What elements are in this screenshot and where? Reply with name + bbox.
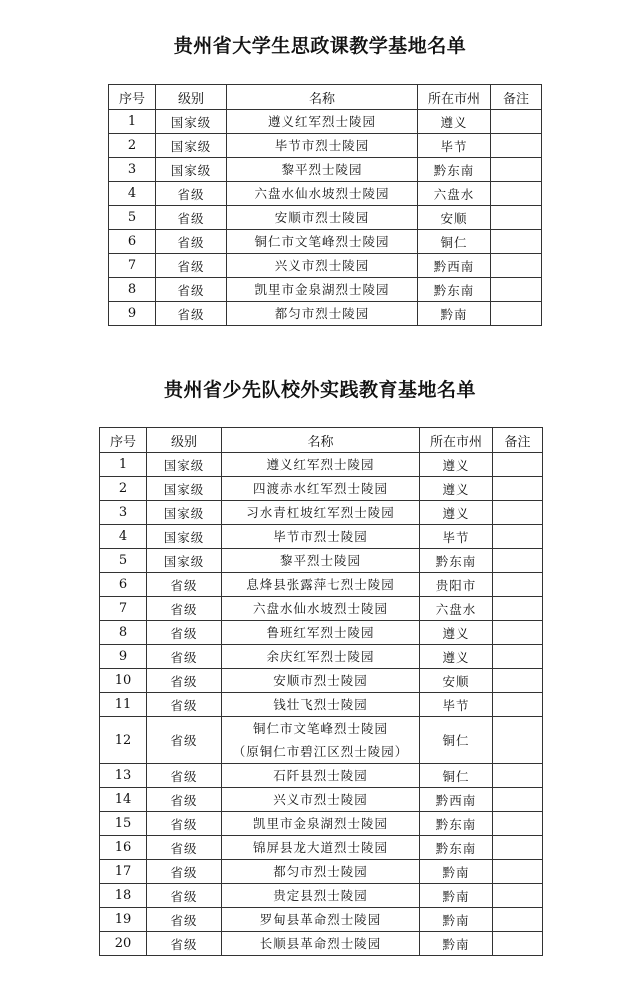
table-row	[100, 597, 543, 621]
cell-level: 省级	[156, 278, 227, 302]
cell-remarks	[493, 549, 543, 573]
cell-remarks	[491, 230, 542, 254]
cell-level: 省级	[147, 836, 222, 860]
table-row	[100, 501, 543, 525]
table-row	[100, 573, 543, 597]
header-serial-number: 序号	[109, 85, 156, 110]
cell-level: 省级	[147, 908, 222, 932]
table-header-row	[100, 428, 543, 453]
cell-name	[227, 254, 418, 278]
table-row	[109, 302, 542, 326]
cell-name-line: 黎平烈士陵园	[281, 162, 363, 177]
table-row	[100, 453, 543, 477]
cell-city: 贵阳市	[420, 573, 493, 597]
cell-name	[222, 645, 420, 669]
cell-level: 省级	[147, 860, 222, 884]
cell-level: 省级	[156, 230, 227, 254]
cell-name	[227, 278, 418, 302]
cell-serial-number: 20	[100, 932, 147, 956]
table-header-row	[109, 85, 542, 110]
cell-level: 省级	[147, 693, 222, 717]
header-name: 名称	[227, 85, 418, 110]
cell-level: 省级	[147, 573, 222, 597]
cell-name-line: 石阡县烈士陵园	[273, 768, 368, 783]
cell-remarks	[493, 908, 543, 932]
cell-city: 安顺	[418, 206, 491, 230]
cell-city: 六盘水	[418, 182, 491, 206]
cell-serial-number: 8	[100, 621, 147, 645]
cell-level: 省级	[147, 669, 222, 693]
table-row	[100, 860, 543, 884]
cell-serial-number: 9	[100, 645, 147, 669]
cell-name	[227, 302, 418, 326]
cell-level: 国家级	[156, 158, 227, 182]
cell-name-line: 遵义红军烈士陵园	[266, 457, 375, 472]
cell-remarks	[493, 525, 543, 549]
cell-city: 安顺	[420, 669, 493, 693]
cell-serial-number: 10	[100, 669, 147, 693]
cell-name-line: 凯里市金泉湖烈士陵园	[254, 282, 390, 297]
cell-name-line: 鲁班红军烈士陵园	[266, 625, 375, 640]
cell-remarks	[493, 836, 543, 860]
cell-city: 黔南	[420, 908, 493, 932]
cell-level: 国家级	[156, 134, 227, 158]
cell-level: 省级	[156, 206, 227, 230]
table-row	[100, 836, 543, 860]
table-row	[109, 206, 542, 230]
cell-remarks	[491, 134, 542, 158]
cell-city: 毕节	[418, 134, 491, 158]
cell-level: 省级	[156, 302, 227, 326]
cell-serial-number: 3	[100, 501, 147, 525]
cell-name	[222, 597, 420, 621]
header-serial-number: 序号	[100, 428, 147, 453]
university-bases-table	[108, 84, 542, 326]
cell-level: 省级	[147, 717, 222, 764]
cell-city: 毕节	[420, 693, 493, 717]
cell-name	[227, 134, 418, 158]
cell-name-line: 习水青杠坡红军烈士陵园	[246, 505, 395, 520]
table-row	[100, 621, 543, 645]
cell-serial-number: 4	[100, 525, 147, 549]
header-city: 所在市州	[418, 85, 491, 110]
header-remarks: 备注	[491, 85, 542, 110]
cell-name	[222, 717, 420, 764]
cell-level: 省级	[156, 254, 227, 278]
cell-remarks	[493, 453, 543, 477]
cell-city: 黔南	[418, 302, 491, 326]
cell-remarks	[491, 182, 542, 206]
cell-level: 省级	[147, 764, 222, 788]
table-row	[109, 158, 542, 182]
cell-remarks	[491, 302, 542, 326]
cell-name-line: （原铜仁市碧江区烈士陵园）	[232, 744, 409, 759]
cell-name	[227, 110, 418, 134]
cell-serial-number: 4	[109, 182, 156, 206]
cell-serial-number: 16	[100, 836, 147, 860]
cell-serial-number: 1	[109, 110, 156, 134]
cell-name-line: 长顺县革命烈士陵园	[259, 936, 382, 951]
header-name: 名称	[222, 428, 420, 453]
header-remarks: 备注	[493, 428, 543, 453]
cell-name	[227, 158, 418, 182]
cell-level: 省级	[147, 788, 222, 812]
cell-level: 国家级	[147, 453, 222, 477]
cell-level: 省级	[147, 884, 222, 908]
cell-remarks	[493, 693, 543, 717]
cell-level: 国家级	[147, 501, 222, 525]
cell-level: 国家级	[147, 477, 222, 501]
cell-serial-number: 7	[100, 597, 147, 621]
table-row	[109, 230, 542, 254]
cell-serial-number: 19	[100, 908, 147, 932]
cell-name-line: 铜仁市文笔峰烈士陵园	[252, 721, 388, 736]
cell-serial-number: 2	[109, 134, 156, 158]
table-row	[100, 932, 543, 956]
cell-serial-number: 14	[100, 788, 147, 812]
table-row	[100, 884, 543, 908]
cell-serial-number: 13	[100, 764, 147, 788]
cell-remarks	[493, 812, 543, 836]
cell-name	[222, 501, 420, 525]
cell-serial-number: 5	[109, 206, 156, 230]
cell-city: 黔东南	[420, 812, 493, 836]
cell-name-line: 毕节市烈士陵园	[273, 529, 368, 544]
cell-remarks	[493, 621, 543, 645]
cell-name-line: 锦屏县龙大道烈士陵园	[252, 840, 388, 855]
cell-serial-number: 9	[109, 302, 156, 326]
cell-city: 黔南	[420, 932, 493, 956]
cell-name	[227, 206, 418, 230]
table-row	[109, 182, 542, 206]
cell-name	[222, 788, 420, 812]
table-row	[100, 788, 543, 812]
cell-level: 省级	[147, 645, 222, 669]
cell-name	[227, 182, 418, 206]
cell-serial-number: 7	[109, 254, 156, 278]
cell-serial-number: 15	[100, 812, 147, 836]
cell-remarks	[493, 645, 543, 669]
table-row	[109, 254, 542, 278]
cell-name	[222, 812, 420, 836]
cell-city: 毕节	[420, 525, 493, 549]
cell-level: 省级	[147, 812, 222, 836]
cell-remarks	[493, 669, 543, 693]
cell-remarks	[491, 206, 542, 230]
cell-serial-number: 8	[109, 278, 156, 302]
cell-name-line: 兴义市烈士陵园	[273, 792, 368, 807]
cell-city: 黔南	[420, 860, 493, 884]
cell-remarks	[493, 860, 543, 884]
table-row	[109, 110, 542, 134]
cell-serial-number: 11	[100, 693, 147, 717]
cell-name	[222, 477, 420, 501]
cell-name-line: 凯里市金泉湖烈士陵园	[252, 816, 388, 831]
cell-remarks	[493, 597, 543, 621]
cell-city: 黔西南	[418, 254, 491, 278]
cell-name-line: 钱壮飞烈士陵园	[273, 697, 368, 712]
cell-name	[222, 860, 420, 884]
cell-name	[222, 525, 420, 549]
cell-city: 黔东南	[418, 158, 491, 182]
cell-city: 遵义	[420, 477, 493, 501]
cell-name-line: 兴义市烈士陵园	[274, 258, 370, 273]
cell-remarks	[491, 110, 542, 134]
cell-city: 黔西南	[420, 788, 493, 812]
table-row	[100, 525, 543, 549]
cell-name-line: 安顺市烈士陵园	[273, 673, 368, 688]
table-row	[109, 278, 542, 302]
cell-city: 黔东南	[420, 836, 493, 860]
cell-name-line: 安顺市烈士陵园	[274, 210, 370, 225]
cell-level: 国家级	[147, 525, 222, 549]
cell-name	[222, 669, 420, 693]
cell-serial-number: 2	[100, 477, 147, 501]
cell-city: 黔东南	[420, 549, 493, 573]
table-row	[100, 693, 543, 717]
cell-remarks	[493, 788, 543, 812]
cell-city: 黔南	[420, 884, 493, 908]
header-level: 级别	[147, 428, 222, 453]
table-row	[109, 134, 542, 158]
cell-name	[222, 932, 420, 956]
cell-name	[227, 230, 418, 254]
cell-name	[222, 764, 420, 788]
cell-serial-number: 6	[100, 573, 147, 597]
cell-name	[222, 884, 420, 908]
cell-name-line: 余庆红军烈士陵园	[266, 649, 375, 664]
cell-city: 铜仁	[420, 717, 493, 764]
header-level: 级别	[156, 85, 227, 110]
cell-city: 六盘水	[420, 597, 493, 621]
cell-city: 铜仁	[420, 764, 493, 788]
table-row	[100, 549, 543, 573]
table-row	[100, 908, 543, 932]
cell-name-line: 都匀市烈士陵园	[273, 864, 368, 879]
table-row	[100, 477, 543, 501]
cell-city: 遵义	[420, 645, 493, 669]
cell-remarks	[493, 717, 543, 764]
cell-serial-number: 18	[100, 884, 147, 908]
cell-remarks	[493, 477, 543, 501]
cell-name-line: 息烽县张露萍七烈士陵园	[246, 577, 395, 592]
cell-level: 国家级	[147, 549, 222, 573]
cell-serial-number: 1	[100, 453, 147, 477]
cell-name-line: 罗甸县革命烈士陵园	[259, 912, 382, 927]
cell-remarks	[493, 501, 543, 525]
cell-name	[222, 453, 420, 477]
cell-serial-number: 17	[100, 860, 147, 884]
cell-name-line: 都匀市烈士陵园	[274, 306, 370, 321]
young-pioneer-bases-table	[99, 427, 543, 956]
cell-level: 省级	[156, 182, 227, 206]
cell-level: 国家级	[156, 110, 227, 134]
cell-remarks	[493, 884, 543, 908]
cell-level: 省级	[147, 621, 222, 645]
cell-name-line: 六盘水仙水坡烈士陵园	[254, 186, 390, 201]
cell-name-line: 四渡赤水红军烈士陵园	[252, 481, 388, 496]
cell-remarks	[491, 158, 542, 182]
cell-level: 省级	[147, 932, 222, 956]
cell-serial-number: 6	[109, 230, 156, 254]
cell-name	[222, 693, 420, 717]
cell-name-line: 黎平烈士陵园	[279, 553, 361, 568]
cell-city: 黔东南	[418, 278, 491, 302]
cell-serial-number: 5	[100, 549, 147, 573]
document-title-young-pioneer-bases: 贵州省少先队校外实践教育基地名单	[163, 379, 476, 401]
cell-name-line: 遵义红军烈士陵园	[267, 114, 376, 129]
cell-remarks	[493, 932, 543, 956]
cell-name	[222, 549, 420, 573]
cell-name	[222, 836, 420, 860]
cell-city: 遵义	[420, 621, 493, 645]
cell-name-line: 毕节市烈士陵园	[274, 138, 370, 153]
document-title-university-bases: 贵州省大学生思政课教学基地名单	[173, 35, 467, 57]
cell-city: 遵义	[418, 110, 491, 134]
cell-level: 省级	[147, 597, 222, 621]
cell-remarks	[491, 278, 542, 302]
table-row	[100, 645, 543, 669]
cell-city: 遵义	[420, 501, 493, 525]
cell-name	[222, 908, 420, 932]
cell-name	[222, 621, 420, 645]
cell-remarks	[493, 573, 543, 597]
table-row	[100, 812, 543, 836]
cell-serial-number: 12	[100, 717, 147, 764]
cell-city: 铜仁	[418, 230, 491, 254]
header-city: 所在市州	[420, 428, 493, 453]
cell-remarks	[493, 764, 543, 788]
table-row	[100, 717, 543, 764]
cell-name-line: 铜仁市文笔峰烈士陵园	[254, 234, 390, 249]
table-row	[100, 669, 543, 693]
cell-remarks	[491, 254, 542, 278]
cell-serial-number: 3	[109, 158, 156, 182]
cell-city: 遵义	[420, 453, 493, 477]
cell-name-line: 贵定县烈士陵园	[273, 888, 368, 903]
cell-name-line: 六盘水仙水坡烈士陵园	[252, 601, 388, 616]
cell-name	[222, 573, 420, 597]
table-row	[100, 764, 543, 788]
